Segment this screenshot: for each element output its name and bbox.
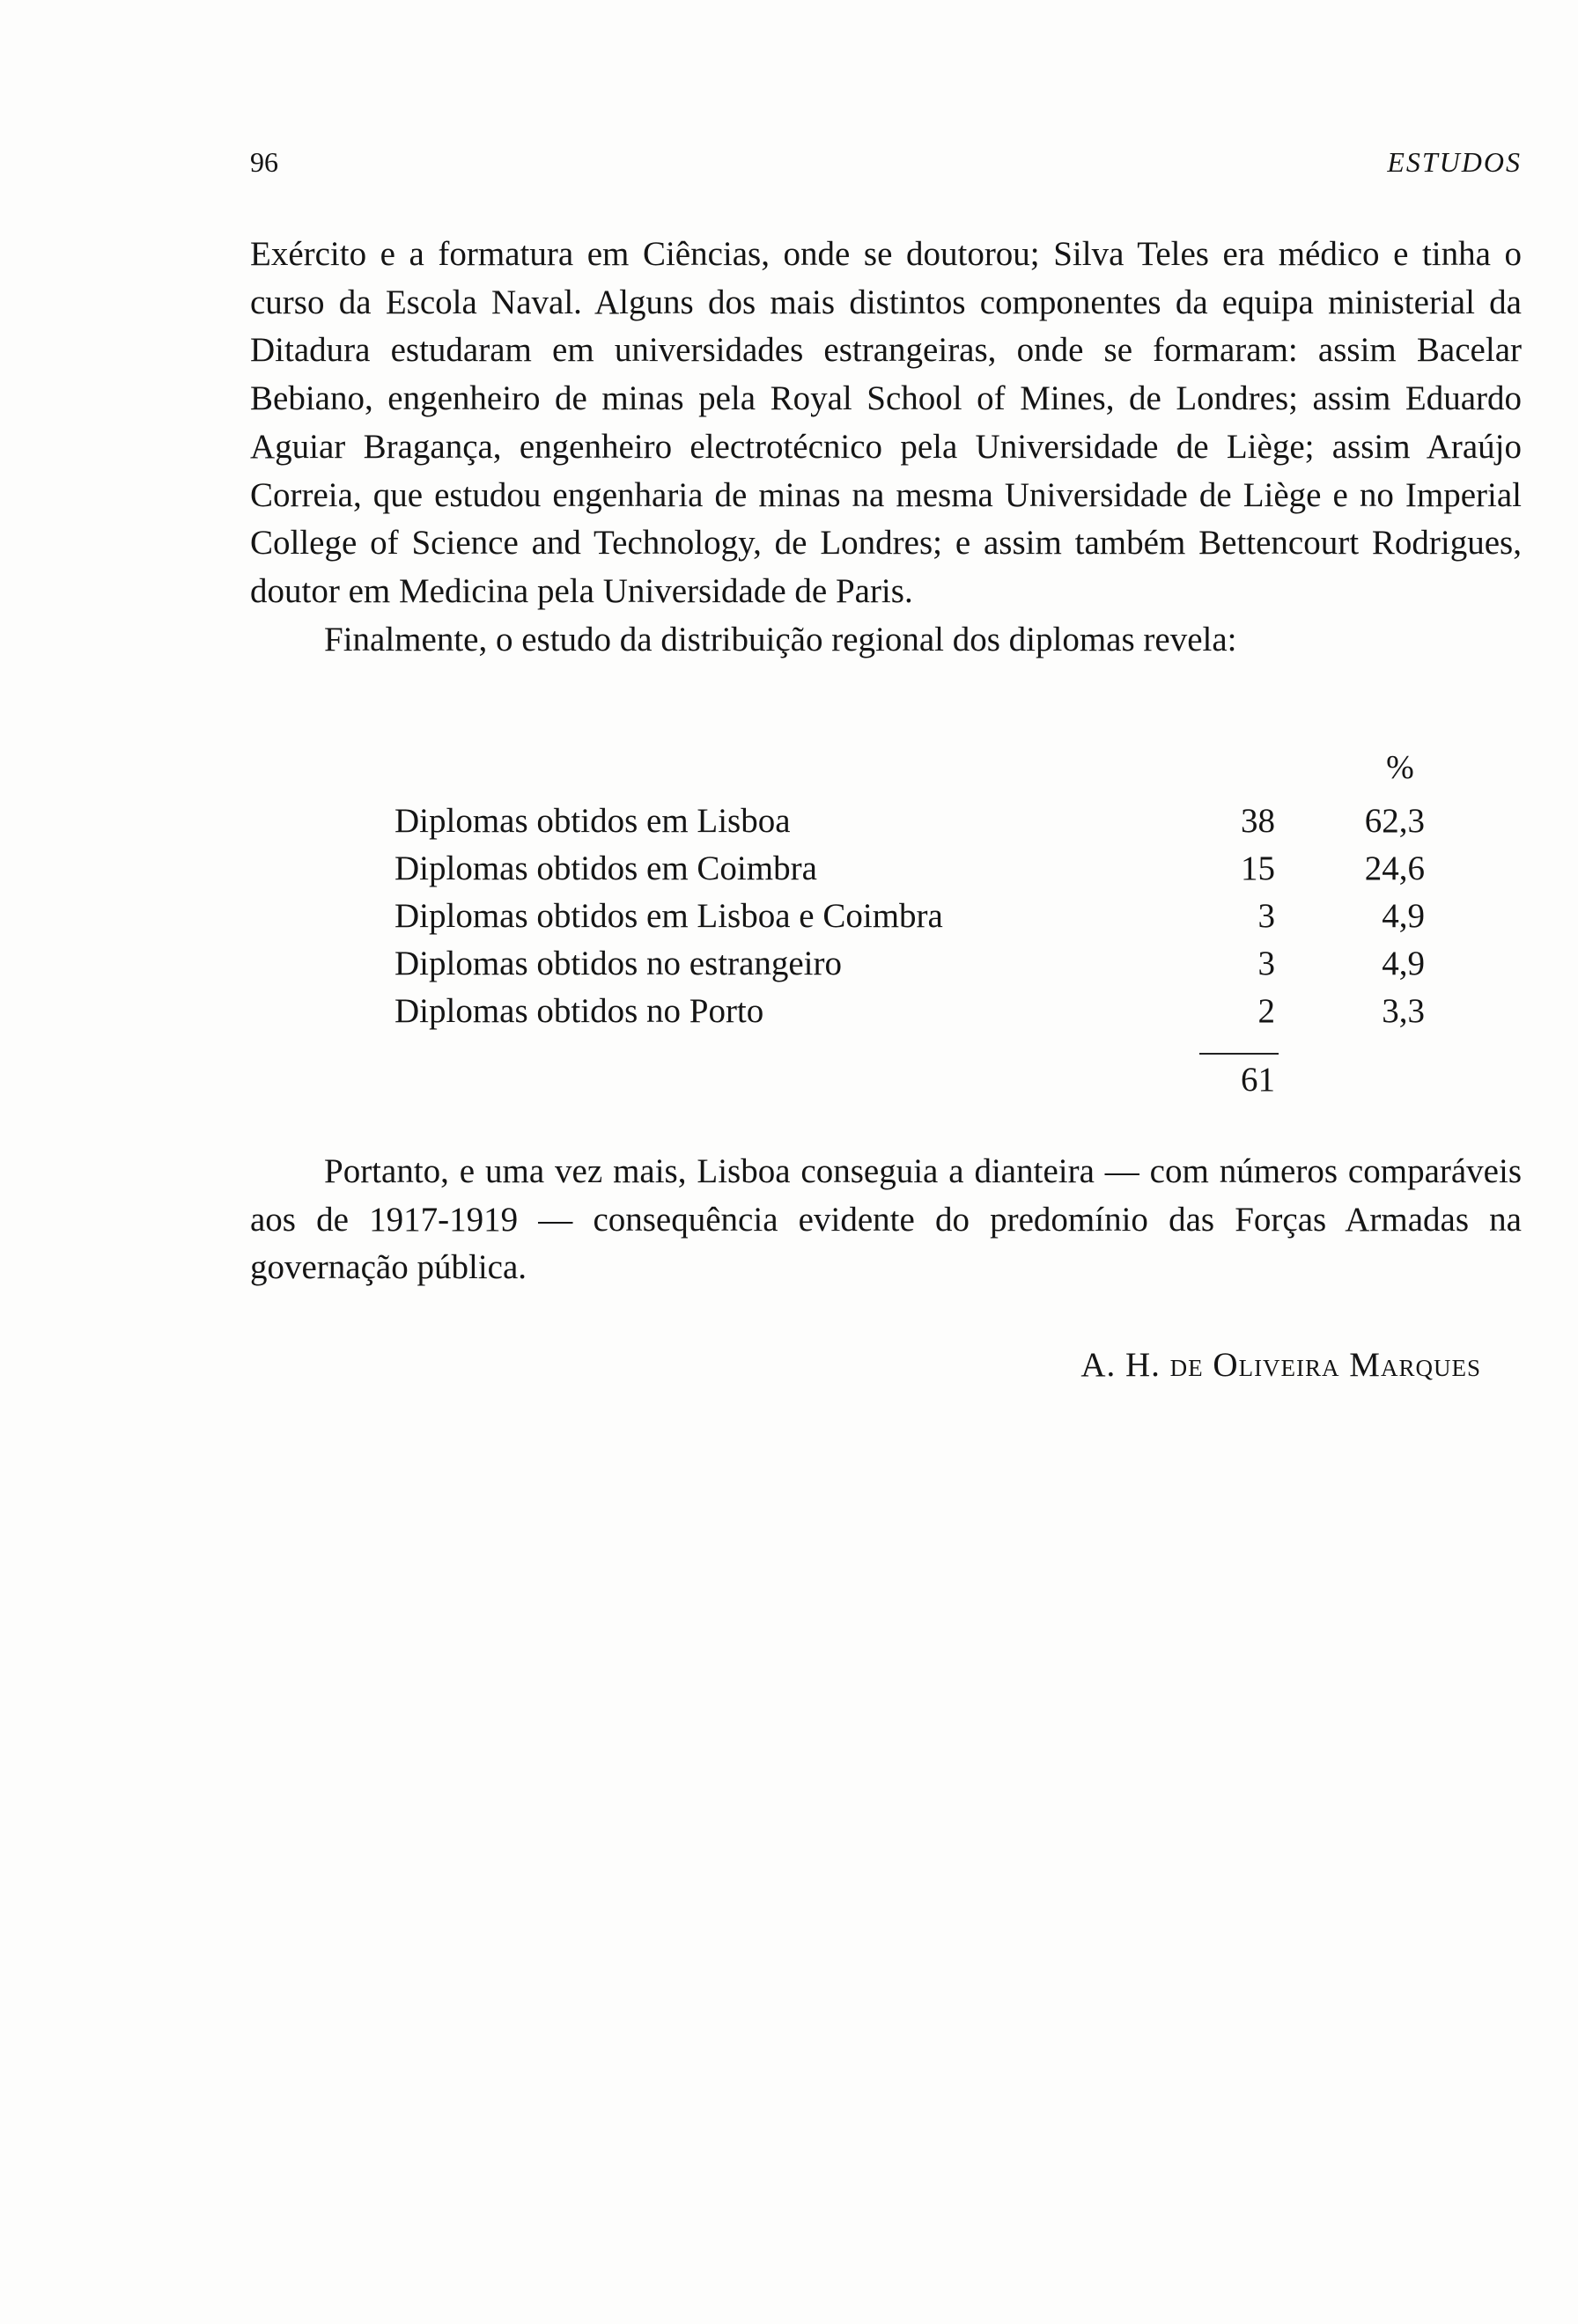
row-label: Diplomas obtidos no Porto: [394, 992, 764, 1030]
row-percent: 62,3: [1364, 802, 1425, 840]
page-header: [250, 146, 1522, 190]
row-label: Diplomas obtidos em Lisboa e Coimbra: [394, 897, 943, 935]
table-row: [394, 940, 1451, 988]
row-percent: 3,3: [1382, 992, 1425, 1030]
paragraph-1: Exército e a formatura em Ciências, onde se doutorou; Silva Teles era médico e tinha o curso da Escola Naval. Alguns dos mais distintos componentes da equipa ministerial da Ditadura estudaram em universidades estrangeiras, onde se formaram: assim Bacelar Bebiano, engenheiro de minas pela Royal School of Mines, de Londres; assim Eduardo Aguiar Bragança, engenheiro electrotécnico pela Universidade de Liège; assim Araújo Correia, que estudou engenharia de minas na mesma Universidade de Liège e no Imperial College of Science and Technology, de Londres; e assim também Bettencourt Rodrigues, doutor em Medicina pela Universidade de Paris.: [250, 235, 1522, 610]
total-rule: [1199, 1053, 1279, 1055]
author-last-surname: Marques: [1349, 1346, 1481, 1384]
table-row: [394, 845, 1451, 893]
row-count: 15: [1241, 849, 1275, 887]
row-count: 3: [1257, 945, 1275, 982]
page-number: 96: [250, 146, 278, 178]
table-row: [394, 893, 1451, 940]
row-count: 38: [1241, 802, 1275, 840]
row-label: Diplomas obtidos em Coimbra: [394, 849, 817, 887]
row-percent: 4,9: [1382, 945, 1425, 982]
table-row: [394, 798, 1451, 845]
row-label: Diplomas obtidos em Lisboa: [394, 802, 791, 840]
running-head: ESTUDOS: [1387, 146, 1522, 178]
row-count: 3: [1257, 897, 1275, 935]
row-percent: 24,6: [1364, 849, 1425, 887]
author-first-surname: Oliveira: [1213, 1346, 1340, 1384]
closing-text: [250, 1148, 1522, 1292]
paragraph-2: Finalmente, o estudo da distribuição regional dos diplomas revela:: [324, 620, 1237, 658]
row-percent: 4,9: [1382, 897, 1425, 935]
table-row: [394, 988, 1451, 1035]
row-label: Diplomas obtidos no estrangeiro: [394, 945, 843, 982]
author-particle: de: [1169, 1346, 1204, 1384]
author-signature: [1080, 1345, 1481, 1385]
closing-paragraph: Portanto, e uma vez mais, Lisboa conseguia a dianteira — com números comparáveis aos de 1917-1919 — consequência evidente do predomínio das Forças Armadas na governação pública.: [250, 1152, 1522, 1287]
row-count: 2: [1257, 992, 1275, 1030]
percent-column-header: %: [1386, 749, 1414, 786]
body-text: [250, 231, 1522, 664]
author-initials: A. H.: [1080, 1346, 1161, 1384]
total-value: 61: [1241, 1061, 1275, 1099]
